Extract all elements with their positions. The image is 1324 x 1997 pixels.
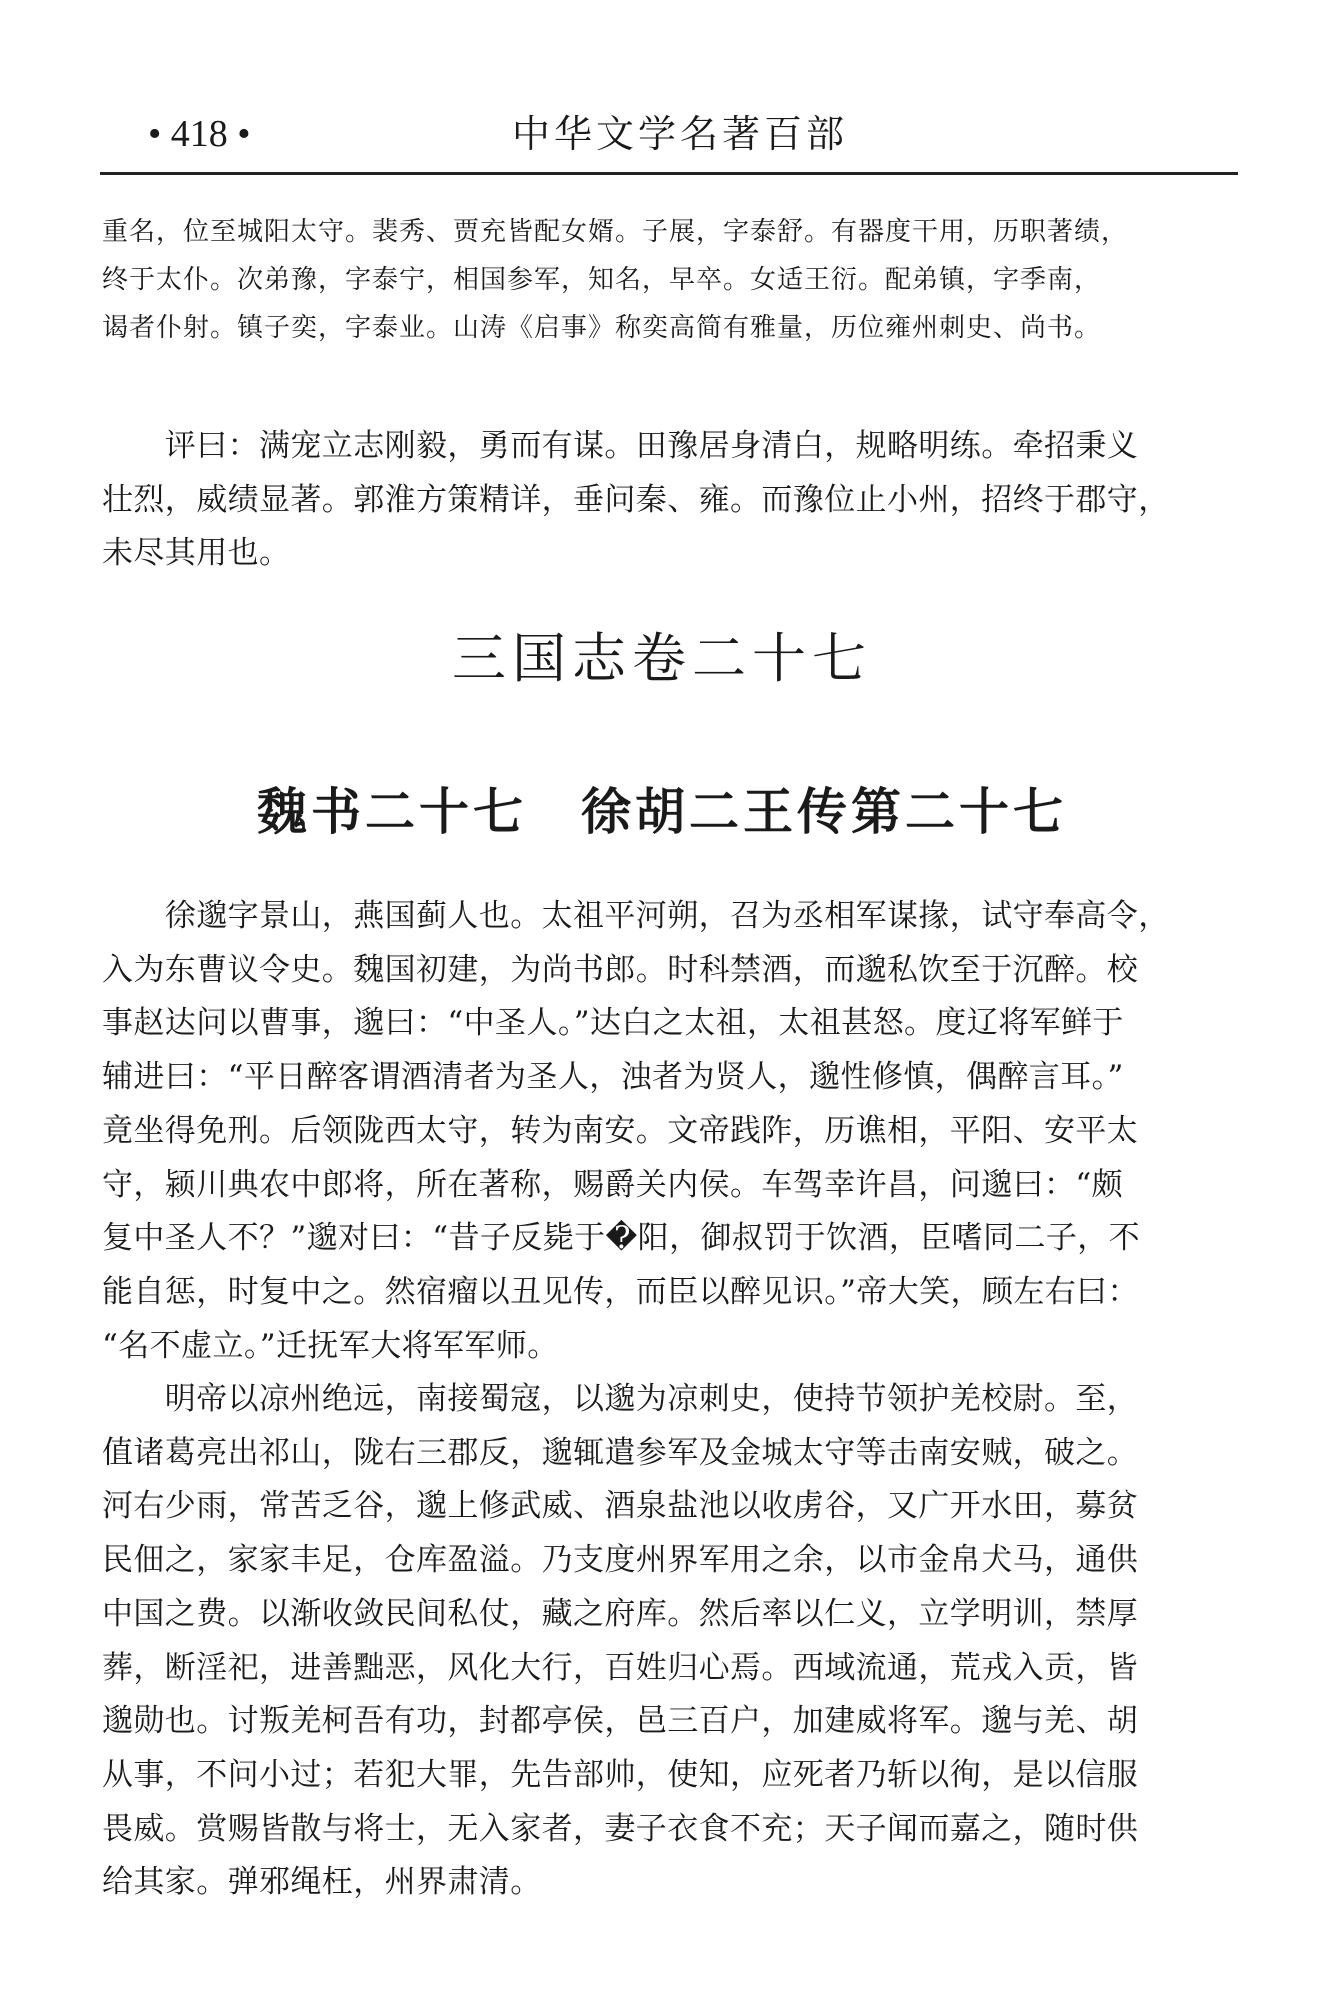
text-line: 入为东曹议令史。魏国初建，为尚书郎。时科禁酒，而邈私饮至于沉醉。校 xyxy=(102,951,1139,988)
text-line: 葬，断淫祀，进善黜恶，风化大行，百姓归心焉。西域流通，荒戎入贡，皆 xyxy=(102,1649,1139,1686)
page-number: • 418 • xyxy=(148,113,251,155)
text-line: 给其家。弹邪绳枉，州界肃清。 xyxy=(102,1864,542,1901)
chapter-heading: 魏书二十七 徐胡二王传第二十七 xyxy=(257,783,1067,841)
text-line: 中国之费。以渐收敛民间私仗，藏之府库。然后率以仁义，立学明训，禁厚 xyxy=(102,1595,1139,1632)
text-line: 评曰：满宠立志刚毅，勇而有谋。田豫居身清白，规略明练。牵招秉义 xyxy=(102,428,1139,464)
text-line: 民佃之，家家丰足，仓库盈溢。乃支度州界军用之余，以市金帛犬马，通供 xyxy=(102,1542,1139,1579)
text-line: 壮烈，威绩显著。郭淮方策精详，垂问秦、雍。而豫位止小州，招终于郡守， xyxy=(102,481,1170,518)
text-line: 邈勋也。讨叛羌柯吾有功，封都亭侯，邑三百户，加建威将军。邈与羌、胡 xyxy=(102,1703,1139,1740)
running-header-title: 中华文学名著百部 xyxy=(511,112,848,156)
text-line: 畏威。赏赐皆散与将士，无入家者，妻子衣食不充；天子闻而嘉之，随时供 xyxy=(102,1810,1139,1847)
text-line: 值诸葛亮出祁山，陇右三郡反，邈辄遣参军及金城太守等击南安贼，破之。 xyxy=(102,1434,1139,1471)
commentary-paragraph xyxy=(102,420,1242,581)
text-line: 能自惩，时复中之。然宿瘤以丑见传，而臣以醉见识。”帝大笑，顾左右曰： xyxy=(102,1273,1139,1310)
text-line: 未尽其用也。 xyxy=(102,535,291,572)
text-line: 河右少雨，常苦乏谷，邈上修武威、酒泉盐池以收虏谷，又广开水田，募贫 xyxy=(102,1488,1139,1525)
header-rule xyxy=(100,172,1238,175)
text-line: 守，颍川典农中郎将，所在著称，赐爵关内侯。车驾幸许昌，问邈曰：“颇 xyxy=(102,1166,1124,1203)
annotation-block xyxy=(102,208,1238,352)
annotation-line: 重名，位至城阳太守。裴秀、贾充皆配女婿。子展，字泰舒。有器度干用，历职著绩， xyxy=(102,217,1129,247)
annotation-line: 终于太仆。次弟豫，字泰宁，相国参军，知名，早卒。女适王衍。配弟镇，字季南， xyxy=(102,265,1102,295)
text-line: 从事，不问小过；若犯大罪，先告部帅，使知，应死者乃斩以徇，是以信服 xyxy=(102,1756,1139,1793)
text-line: 事赵达问以曹事，邈曰：“中圣人。”达白之太祖，太祖甚怒。度辽将军鲜于 xyxy=(102,1005,1124,1042)
body-paragraph-1 xyxy=(102,890,1242,1373)
text-line: 复中圣人不？”邈对曰：“昔子反毙于�阳，御叔罚于饮酒，臣嗜同二子，不 xyxy=(102,1220,1141,1257)
text-line: 徐邈字景山，燕国蓟人也。太祖平河朔，召为丞相军谋掾，试守奉高令， xyxy=(102,898,1170,934)
body-paragraph-2 xyxy=(102,1373,1242,1910)
annotation-line: 谒者仆射。镇子奕，字泰业。山涛《启事》称奕高简有雅量，历位雍州刺史、尚书。 xyxy=(102,313,1102,343)
text-line: 明帝以凉州绝远，南接蜀寇，以邈为凉刺史，使持节领护羌校尉。至， xyxy=(102,1381,1139,1417)
text-line: 竟坐得免刑。后领陇西太守，转为南安。文帝践阼，历谯相，平阳、安平太 xyxy=(102,1112,1139,1149)
text-line: “名不虚立。”迁抚军大将军军师。 xyxy=(102,1327,559,1364)
volume-title: 三国志卷二十七 xyxy=(452,627,872,690)
text-line: 辅进曰：“平日醉客谓酒清者为圣人，浊者为贤人，邈性修慎，偶醉言耳。” xyxy=(102,1059,1124,1096)
